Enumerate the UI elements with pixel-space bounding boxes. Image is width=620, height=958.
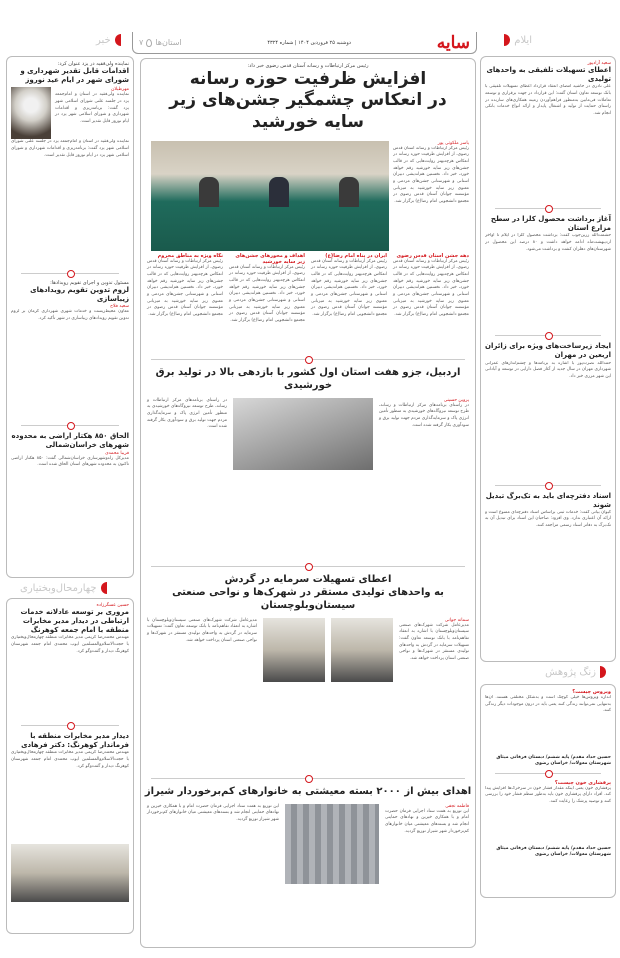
section-tag-label: خبر xyxy=(96,34,111,46)
section-label xyxy=(139,38,182,47)
red-tab-icon xyxy=(101,582,107,594)
section-title-chaharmahal xyxy=(20,582,107,594)
article-body: رئیس مرکز ارتباطات و رسانه آستان قدس رضوی، از افزایش ظرفیت حوزه رسانه در انعکاس هرچه‌بهتر روایت‌هایی که در قالب جشن‌های زیر سایه خورشید رقم خواهد خورد، خبر داد. نخستین هم‌اندیشی دبیران استانی و شهرستانی جشن‌های مردمی و معنوی زیر سایه خورشید به میزبانی مؤسسه جوانان آستان قدس رضوی در مجتمع دانشجویی امام رضا(ع) برگزار شد. xyxy=(147,258,223,317)
subhead: اهداف و محورهای جشن‌های زیر سایه خورشید xyxy=(235,252,305,265)
article-headline[interactable]: اسناد دفترچه‌ای باید به تک‌برگ تبدیل شوند xyxy=(485,491,611,509)
text-column xyxy=(393,253,469,353)
kicker: نماینده ولی‌فقیه در یزد عنوان کرد: xyxy=(57,61,129,67)
section-tag-khabar xyxy=(96,34,121,46)
research-box xyxy=(480,684,616,898)
sistan-headline-line2: به واحدهای تولیدی مستقر در شهرک‌ها و نواحی صنعتی سیستان‌وبلوچستان xyxy=(172,586,444,611)
article-body: رئیس مرکز ارتباطات و رسانه آستان قدس رضوی، از افزایش ظرفیت حوزه رسانه در انعکاس هرچه‌بهتر روایت‌هایی که در قالب جشن‌های زیر سایه خورشید رقم خواهد خورد، خبر داد. نخستین هم‌اندیشی دبیران استانی و شهرستانی جشن‌های مردمی و معنوی زیر سایه خورشید به میزبانی مؤسسه جوانان آستان قدس رضوی در مجتمع دانشجویی امام رضا(ع) برگزار شد. xyxy=(311,258,387,317)
article-headline[interactable]: ایجاد زیرساخت‌های ویژه برای زائران اربعین در مهران xyxy=(485,342,611,360)
subhead: نگاه ویژه به مناطق محروم xyxy=(157,252,223,259)
meeting-photo xyxy=(11,844,129,902)
person-figure xyxy=(199,177,219,207)
article-body: مهندس محمدرضا کریمی مدیر مخابرات منطقه چهارمحال‌وبختیاری با حجت‌الاسلام‌والمسلمین ایوب محمدی امام جمعه شهرستان کوهرنگ دیدار و گفت‌وگو کرد. xyxy=(11,635,129,654)
divider xyxy=(151,778,465,779)
article-headline[interactable]: دیدار مدیر مخابرات منطقه با فرماندار کوهرنگ: دکتر فرهادی xyxy=(21,732,129,750)
sistan-text-2 xyxy=(147,618,257,766)
article-body: حمدالله نصرت‌پور با اشاره به برنامه‌ها و چشم‌اندازهای عمرانی شهرداری مهران در سال جدید از آغاز فصل دارایی در توسعه و آبادانی این شهر مرزی خبر داد. xyxy=(485,360,611,379)
author: حسین عسگرزاده xyxy=(96,603,129,608)
sistan-photo-2 xyxy=(263,618,325,682)
main-kicker: رئیس مرکز ارتباطات و رسانه آستان قدس رضوی خبر داد: xyxy=(247,63,369,69)
article-body: کیوان بیاتی گفت: خدمات ثبتی براساس اسناد دفترچه‌ای ممنوع است و ارائه آن اعتباری ندارد. وی افزود: صاحبان این اسناد برای تبدیل آن به تک‌برگ به دفاتر اسناد رسمی مراجعه کنند. xyxy=(485,509,611,529)
kicker: مسئول تدوین و اجرای تقویم رویدادها: xyxy=(50,280,129,287)
research-credit: شهرستان مه‌ولات/ خراسان رضوی xyxy=(535,851,611,857)
article-text xyxy=(55,87,129,139)
article-headline[interactable]: مروری بر توسعه عادلانه خدمات ارتباطی در دیدار مدیر مخابرات منطقه با امام جمعه کوهرنگ xyxy=(20,608,129,635)
divider xyxy=(21,273,119,274)
center-column xyxy=(140,56,476,956)
research-credit: حسین حداد مقدم/ پایه ششم/ دبستان فرقانی میثاق xyxy=(496,755,611,760)
divider xyxy=(151,566,465,567)
chaharmahal-box xyxy=(6,598,134,934)
page-number: ۷ xyxy=(139,38,144,47)
author: فاطمه نجفی xyxy=(445,803,469,809)
article-body: نماینده ولی‌فقیه در استان و امام‌جمعه یزد در جلسه علنی شورای اسلامی شهر یزد گفت: برنامه‌ریزی و اقدامات شهرداری و شورای اسلامی شهر یزد در ایام نوروز قابل تقدیر است. xyxy=(11,139,129,158)
sistan-text xyxy=(399,618,469,766)
divider xyxy=(495,485,601,486)
article-body: مدیرعامل شرکت شهرک‌های صنعتی سیستان‌وبلوچستان با اشاره به انعقاد تفاهم‌نامه با بانک توسعه تعاون گفت: تسهیلات سرمایه در گردش به واحدهای تولیدی مستقر در شهرک‌ها و نواحی صنعتی استان پرداخت خواهد شد. xyxy=(147,617,257,643)
text-column xyxy=(311,253,387,353)
article-body: در راستای برنامه‌های مرکز ارتباطات و رسانه، طرح توسعه نیروگاه‌های خورشیدی به منظور تأمین انرژی پاک و سرمایه‌گذاری مردم جهت تولید برق و سودآوری بکار گرفته شده است. xyxy=(379,402,469,428)
person-figure xyxy=(339,177,359,207)
article-body: این توزیع به همت ستاد اجرایی فرمان حضرت امام و با همکاری خیرین و نهادهای حمایتی انجام شد و بسته‌های معیشتی میان خانوارهای کم‌برخوردار شهر شیراز توزیع گردید. xyxy=(147,803,279,823)
sistan-headline[interactable] xyxy=(141,573,475,612)
divider xyxy=(151,359,465,360)
red-tab-icon xyxy=(115,34,121,46)
red-tab-icon xyxy=(504,34,510,46)
main-headline-line2: در انعکاس چشمگیر جشن‌های زیر سایه خورشید xyxy=(169,90,447,132)
article-headline[interactable]: لزوم تدوین تقویم رویدادهای زیباسازی xyxy=(30,286,129,304)
article-body: حشمت‌الله زرین‌جوب گفت: برداشت محصول کلزا در ایلام تا اواخر اردیبهشت‌ماه ادامه خواهد داشت و ۸۰ درصد این محصول در شهرستان‌های دهلران کشت و برداشت می‌شود. xyxy=(485,233,611,252)
shiraz-text-2 xyxy=(147,804,279,892)
shiraz-text xyxy=(385,804,469,892)
article-body: رئیس مرکز ارتباطات و رسانه آستان قدس رضوی، از افزایش ظرفیت حوزه رسانه در انعکاس هرچه‌بهتر روایت‌هایی که در قالب جشن‌های زیر سایه خورشید رقم خواهد خورد، خبر داد. نخستین هم‌اندیشی دبیران استانی و شهرستانی جشن‌های مردمی و معنوی زیر سایه خورشید به میزبانی مؤسسه جوانان آستان قدس رضوی در مجتمع دانشجویی امام رضا(ع) برگزار شد. xyxy=(229,264,305,323)
article-body: مدیرعامل شرکت شهرک‌های صنعتی سیستان‌وبلوچستان با اشاره به انعقاد تفاهم‌نامه با بانک توسعه تعاون گفت: تسهیلات سرمایه در گردش به واحدهای تولیدی مستقر در شهرک‌ها و نواحی صنعتی استان پرداخت خواهد شد. xyxy=(399,622,469,662)
divider xyxy=(495,208,601,209)
text-column xyxy=(147,253,223,353)
dateline: دوشنبه ۲۵ فروردین ۱۴۰۴ | شماره ۴۳۲۴ xyxy=(267,39,352,46)
section-title-research xyxy=(545,666,606,678)
section-title-label: زنگ پژوهش xyxy=(545,666,596,678)
shiraz-headline[interactable]: اهدای بیش از ۲۰۰۰ بسته معیشتی به خانوارهای کم‌برخوردار شیراز xyxy=(144,785,472,797)
divider xyxy=(21,425,119,426)
author: سمانه جوانی xyxy=(444,617,469,623)
right-column xyxy=(480,56,616,662)
author: سعید آزادپور xyxy=(587,61,611,66)
location-pin-icon xyxy=(146,39,152,47)
masthead xyxy=(132,32,477,54)
author: فریبا محمدی xyxy=(105,450,129,456)
article-headline[interactable]: الحاق ۸۵۰ هکتار اراضی به محدوده شهرهای خراسان‌شمالی xyxy=(11,432,129,450)
main-photo xyxy=(151,141,389,251)
ardabil-text-2 xyxy=(147,398,227,554)
author: سعید فلاح xyxy=(110,304,129,310)
logo: سایه xyxy=(436,32,470,53)
section-title-label: چهارمحال‌وبختیاری xyxy=(20,582,97,594)
section-name: استان‌ها xyxy=(155,38,182,47)
main-headline[interactable] xyxy=(141,69,475,133)
article-headline[interactable]: اقدامات قابل تقدیر شهرداری و شورای شهر در ایام عید نوروز xyxy=(20,67,129,85)
subhead: ایران در پناه امام رضا(ع) xyxy=(325,252,387,259)
author: پروین حسینی xyxy=(443,397,469,403)
author: مهرطیلان xyxy=(111,87,129,93)
cleric-portrait xyxy=(11,87,51,139)
article-headline[interactable]: آغاز برداشت محصول کلزا در سطح مزارع استان xyxy=(490,215,611,233)
subhead: دهه جشن آستان قدس رضوی xyxy=(396,252,469,259)
article-body: مدیرکل راه‌وشهرسازی خراسان‌شمالی گفت: ۸۵۰ هکتار اراضی تاکنون به محدوده شهرهای استان الحاق شده است. xyxy=(11,455,129,468)
research-credit: شهرستان مه‌ولات/ خراسان رضوی xyxy=(535,760,611,766)
sistan-headline-line1: اعطای تسهیلات سرمایه در گردش xyxy=(224,573,392,585)
center-frame xyxy=(140,58,476,948)
sistan-photo-1 xyxy=(331,618,393,682)
research-kicker: پرفشاری خون چیست؟ xyxy=(554,779,611,786)
article-body: در راستای برنامه‌های مرکز ارتباطات و رسانه، طرح توسعه نیروگاه‌های خورشیدی به منظور تأمین انرژی پاک و سرمایه‌گذاری مردم جهت تولید برق و سودآوری بکار گرفته شده است. xyxy=(147,397,227,430)
research-kicker: ویروس چیست؟ xyxy=(572,689,611,695)
article-body: معاون محیط‌زیست و خدمات شهری شهرداری کرمان بر لزوم تدوین تقویم رویدادهای زیباسازی در شهر تأکید کرد. xyxy=(11,309,129,322)
section-tag-label: ایلام xyxy=(514,34,532,46)
article-body: رئیس مرکز ارتباطات و رسانه آستان قدس رضوی، از افزایش ظرفیت حوزه رسانه در انعکاس هرچه‌بهتر روایت‌هایی که در قالب جشن‌های زیر سایه خورشید رقم خواهد خورد، خبر داد. نخستین هم‌اندیشی دبیران استانی و شهرستانی جشن‌های مردمی و معنوی زیر سایه خورشید به میزبانی مؤسسه جوانان آستان قدس رضوی در مجتمع دانشجویی امام رضا(ع) برگزار شد. xyxy=(393,145,469,204)
article-body: این توزیع به همت ستاد اجرایی فرمان حضرت امام و با همکاری خیرین و نهادهای حمایتی انجام شد و بسته‌های معیشتی میان خانوارهای کم‌برخوردار شهر شیراز توزیع گردید. xyxy=(385,808,469,834)
text-column xyxy=(229,253,305,353)
divider xyxy=(495,335,601,336)
ardabil-photo xyxy=(233,398,373,470)
article-body: نماینده ولی‌فقیه در استان و امام‌جمعه یزد در جلسه علنی شورای اسلامی شهر یزد گفت: برنامه‌ریزی و اقدامات شهرداری و شورای اسلامی شهر یزد در ایام نوروز قابل تقدیر است. xyxy=(55,92,129,124)
person-figure xyxy=(269,177,289,207)
divider xyxy=(21,725,119,726)
top-bar xyxy=(0,32,620,54)
research-body: اندازه ویروس‌ها خیلی کوچک است و به‌شکل مختلفی هستند. آن‌ها به‌تنهایی نمی‌توانند زندگی کنند یعنی باید در درون موجودات دیگر زندگی کنند. xyxy=(485,695,611,714)
section-tag-ilam xyxy=(504,34,532,46)
author: یاسر ملکوتی پور xyxy=(437,140,469,146)
article-body: علی نادری در حاشیه امضای انعقاد قرارداد اعطای تسهیلات تلفیقی با بانک توسعه تعاون استان گفت: این قرارداد در جهت برقراری و توسعه تعاملات فی‌مابین به‌منظور فراهم‌آوردن زمینه همکاری‌های سازنده در راستای حمایت از تولید و اشتغال پایدار و ارائه انواع خدمات بانکی انجام شد. xyxy=(485,84,611,116)
left-column xyxy=(6,56,134,578)
article-body: مهندس محمدرضا کریمی مدیر مخابرات منطقه چهارمحال‌وبختیاری با حجت‌الاسلام‌والمسلمین ایوب محمدی امام جمعه شهرستان کوهرنگ دیدار و گفت‌وگو کرد. xyxy=(11,750,129,769)
article-headline[interactable]: اعطای تسهیلات تلفیقی به واحدهای تولیدی xyxy=(486,66,611,84)
ardabil-text xyxy=(379,398,469,554)
ardabil-headline[interactable]: اردبیل، جزو هفت استان اول کشور با بازدهی بالا در تولید برق خورشیدی xyxy=(155,366,461,391)
divider xyxy=(495,773,601,774)
main-headline-line1: افزایش ظرفیت حوزه رسانه xyxy=(189,69,427,89)
research-credit: حسین حداد مقدم/ پایه ششم/ دبستان فرقانی میثاق xyxy=(496,845,611,851)
red-tab-icon xyxy=(600,666,606,678)
article-body: رئیس مرکز ارتباطات و رسانه آستان قدس رضوی، از افزایش ظرفیت حوزه رسانه در انعکاس هرچه‌بهتر روایت‌هایی که در قالب جشن‌های زیر سایه خورشید رقم خواهد خورد، خبر داد. نخستین هم‌اندیشی دبیران استانی و شهرستانی جشن‌های مردمی و معنوی زیر سایه خورشید به میزبانی مؤسسه جوانان آستان قدس رضوی در مجتمع دانشجویی امام رضا(ع) برگزار شد. xyxy=(393,258,469,317)
research-body: پرفشاری خون یعنی اینکه مقدار فشار خون در سرخرگ‌ها افزایش پیدا کند. افراد دارای پرفشاری خون باید به‌طور منظم فشار خود را بررسی کنند و توصیه پزشک را رعایت کنند. xyxy=(485,785,611,804)
shiraz-photo xyxy=(285,804,379,884)
